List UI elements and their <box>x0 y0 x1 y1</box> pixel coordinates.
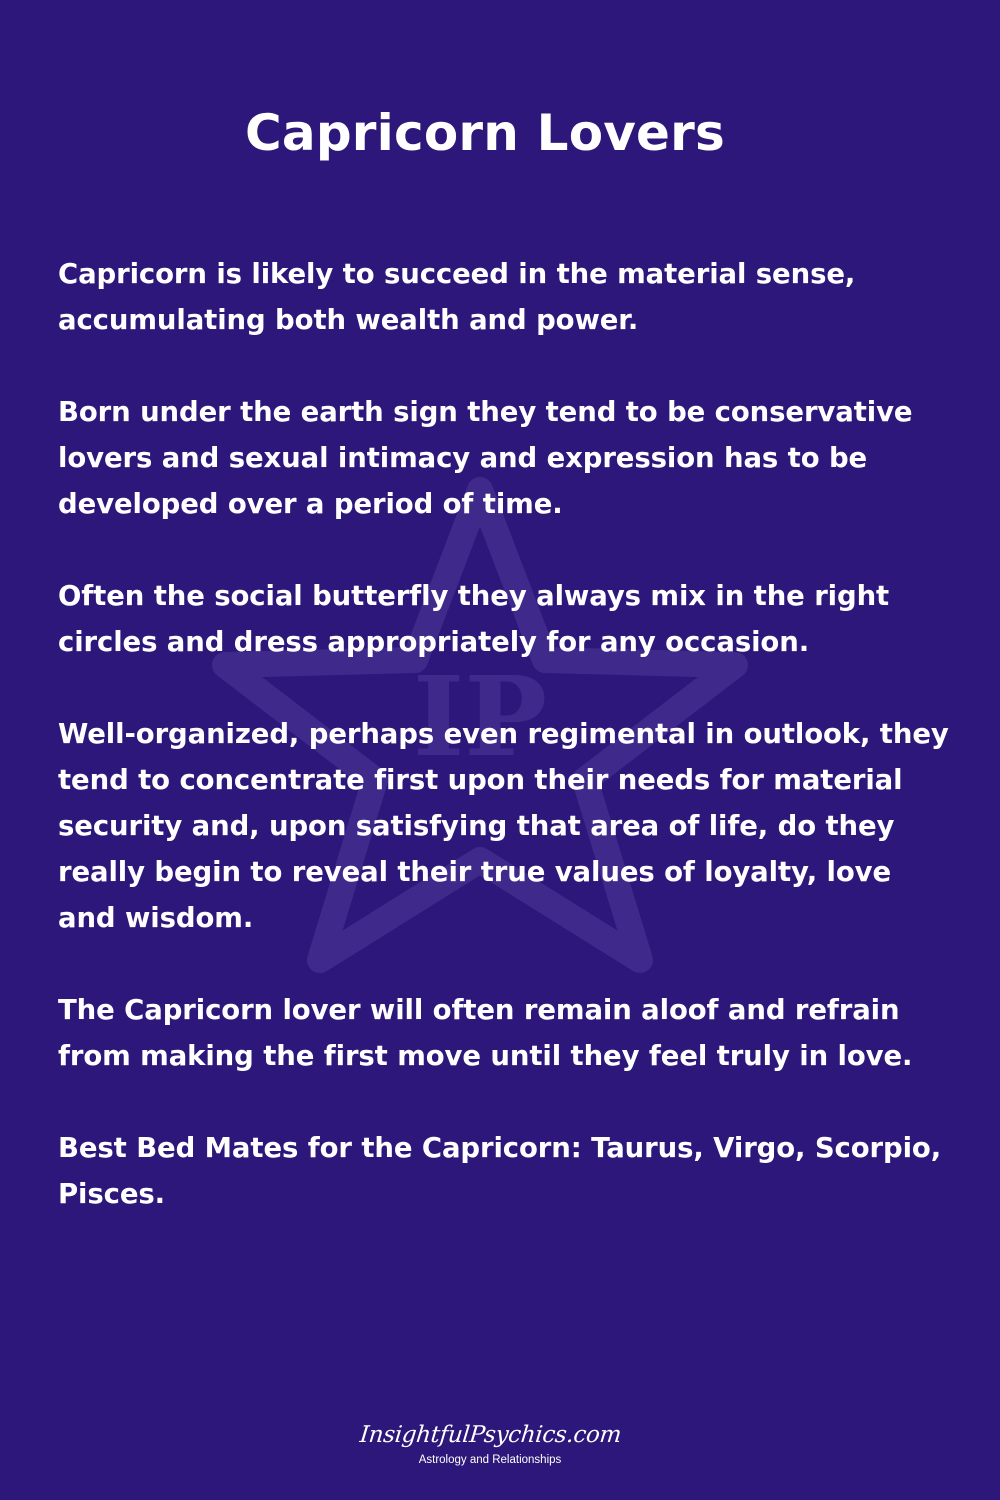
paragraph-material-success: Capricorn is likely to succeed in the material sense, accumulating both wealth and power. <box>58 258 856 336</box>
paragraph-social-butterfly: Often the social butterfly they always mix in the right circles and dress appropriately for any occasion. <box>58 580 890 658</box>
paragraph-best-bed-mates: Best Bed Mates for the Capricorn: Taurus, Virgo, Scorpio, Pisces. <box>58 1132 942 1210</box>
page-title: Capricorn Lovers <box>244 104 725 162</box>
logo-name: InsightfulPsychics.com <box>358 1422 623 1448</box>
paragraph-well-organized: Well-organized, perhaps even regimental in outlook, they tend to concentrate first upon their needs for material security and, upon satisfying that area of life, do they really begin to reveal their true values of loyalty, love and wisdom. <box>58 718 949 934</box>
logo-tagline: Astrology and Relationships <box>418 1454 562 1466</box>
watermark-letters: IP <box>412 652 548 781</box>
site-logo <box>358 1418 623 1468</box>
article-body <box>58 251 958 1217</box>
paragraph-earth-sign: Born under the earth sign they tend to be conservative lovers and sexual intimacy and expression has to be developed over a period of time. <box>58 396 913 520</box>
paragraph-aloof-lover: The Capricorn lover will often remain aloof and refrain from making the first move until they feel truly in love. <box>58 994 913 1072</box>
